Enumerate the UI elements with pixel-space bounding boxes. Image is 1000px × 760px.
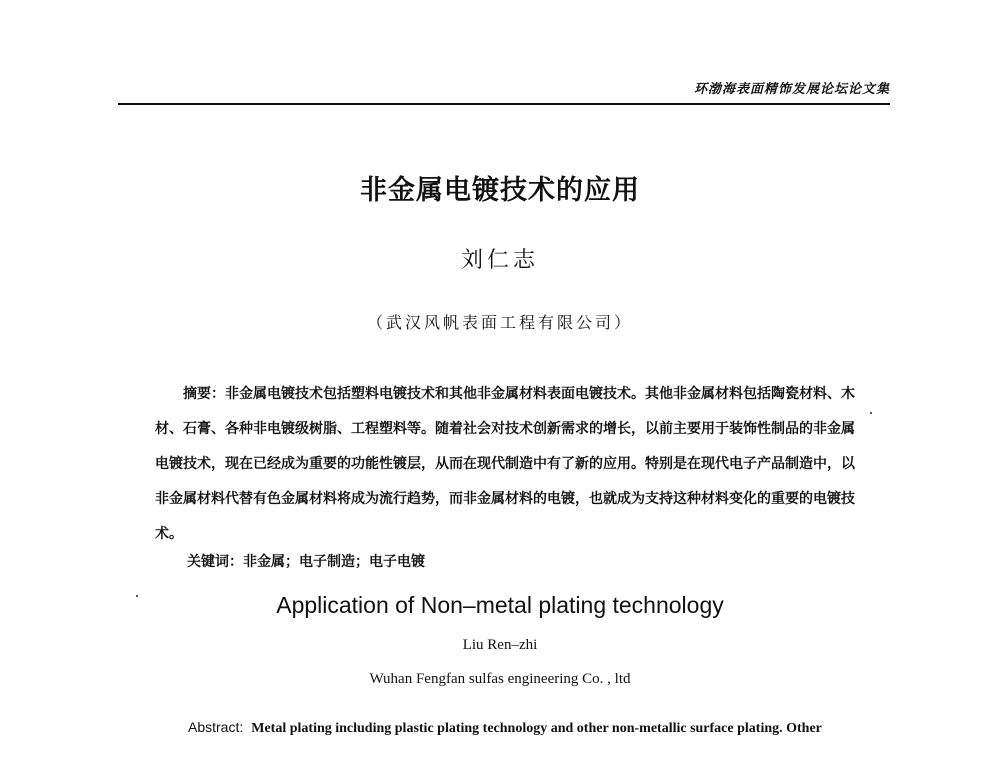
abstract-en-label: Abstract: <box>188 719 244 735</box>
author-cn: 刘仁志 <box>460 248 539 273</box>
affiliation-cn: （武汉风帆表面工程有限公司） <box>366 313 633 332</box>
abstract-cn <box>155 377 855 552</box>
header-rule <box>118 103 890 105</box>
abstract-cn-text: 非金属电镀技术包括塑料电镀技术和其他非金属材料表面电镀技术。其他非金属材料包括陶瓷材料、木材、石膏、各种非电镀级树脂、工程塑料等。随着社会对技术创新需求的增长，以前主要用于装饰性制品的非金属电镀技术，现在已经成为重要的功能性镀层，从而在现代制造中有了新的应用。特别是在现代电子产品制造中，以非金属材料代替有色金属材料将成为流行趋势，而非金属材料的电镀，也就成为支持这种材料变化的重要的电镀技术。 <box>155 386 855 542</box>
keywords-cn <box>187 551 425 571</box>
scan-speck <box>136 595 138 597</box>
abstract-en <box>188 719 868 737</box>
author-en: Liu Ren–zhi <box>462 637 538 653</box>
abstract-cn-label: 摘要： <box>183 386 225 402</box>
affiliation-en: Wuhan Fengfan sulfas engineering Co. , ltd <box>369 671 631 687</box>
paper-title-cn: 非金属电镀技术的应用 <box>360 175 640 206</box>
paper-title-en: Application of Non–metal plating technology <box>276 592 724 618</box>
keywords-cn-text: 非金属；电子制造；电子电镀 <box>243 554 425 570</box>
abstract-en-text: Metal plating including plastic plating technology and other non-metallic surface plating. Other <box>251 721 822 736</box>
running-header: 环渤海表面精饰发展论坛论文集 <box>693 82 890 97</box>
scan-speck <box>870 412 872 414</box>
keywords-cn-label: 关键词： <box>187 554 243 570</box>
